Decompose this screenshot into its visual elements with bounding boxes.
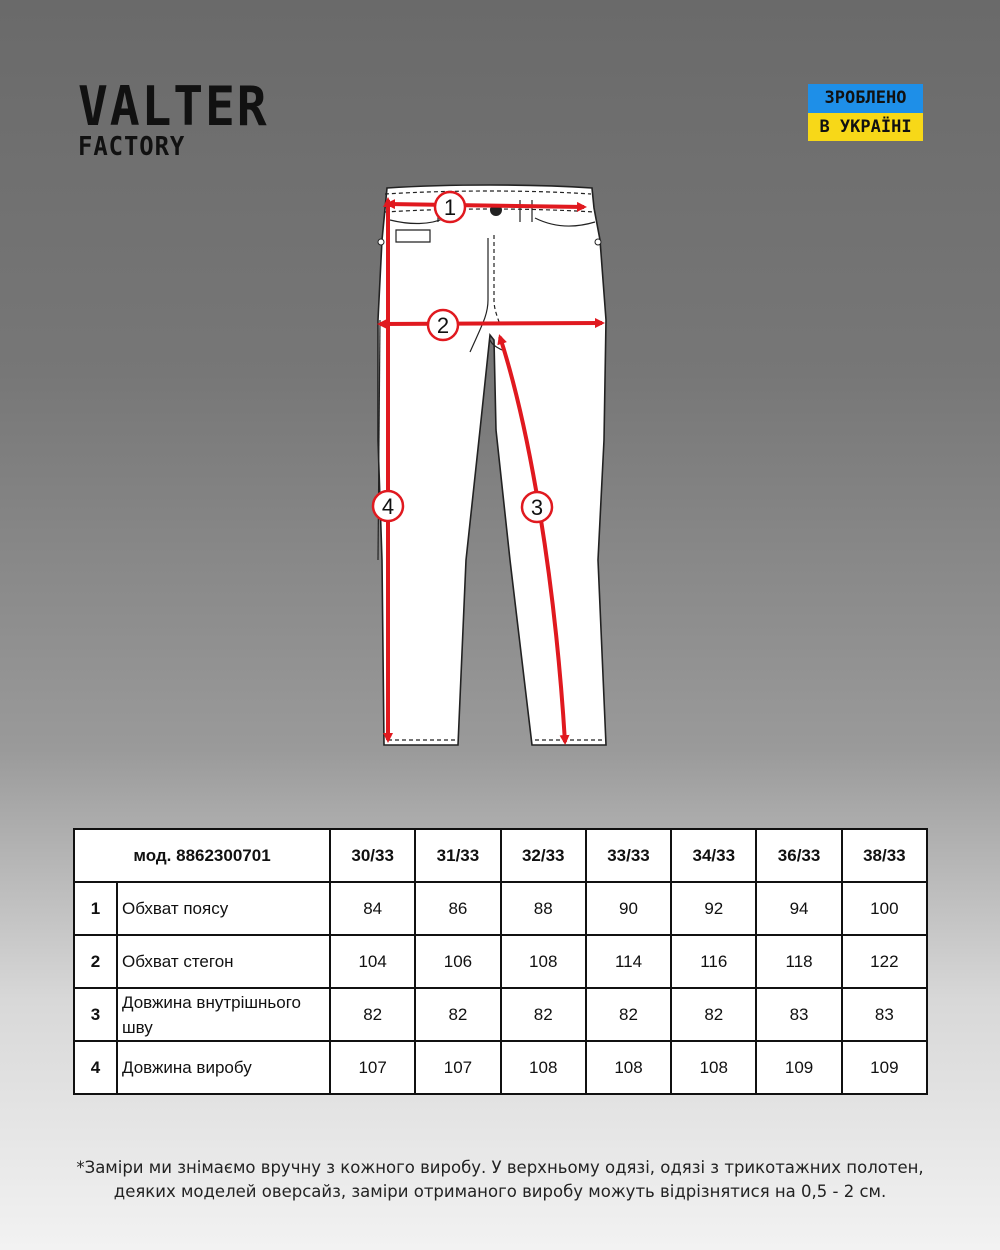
table-cell: 84: [330, 882, 415, 935]
footnote-line-2: деяких моделей оверсайз, заміри отриманого виробу можуть відрізнятися на 0,5 - 2 см.: [113, 1182, 887, 1201]
table-row: [74, 988, 927, 1041]
table-cell: 100: [842, 882, 927, 935]
table-cell: 108: [501, 935, 586, 988]
row-label: Обхват стегон: [117, 935, 330, 988]
svg-text:2: 2: [436, 313, 450, 338]
pants-outline: [378, 185, 606, 745]
table-cell: 116: [671, 935, 756, 988]
table-cell: 107: [330, 1041, 415, 1094]
size-header: 32/33: [501, 829, 586, 882]
table-header-row: [74, 829, 927, 882]
table-cell: 114: [586, 935, 671, 988]
table-cell: 107: [415, 1041, 500, 1094]
size-header: 33/33: [586, 829, 671, 882]
table-cell: 104: [330, 935, 415, 988]
made-in-ukraine-badge: [808, 84, 923, 141]
table-cell: 82: [671, 988, 756, 1041]
table-row: [74, 1041, 927, 1094]
marker-2: [428, 310, 458, 340]
size-header: 30/33: [330, 829, 415, 882]
row-label: Довжина внутрішнього шву: [117, 988, 330, 1041]
row-number: 1: [74, 882, 117, 935]
size-header: 36/33: [756, 829, 841, 882]
size-header: 38/33: [842, 829, 927, 882]
table-cell: 94: [756, 882, 841, 935]
model-label: мод. 8862300701: [74, 829, 330, 882]
table-cell: 83: [756, 988, 841, 1041]
table-cell: 88: [501, 882, 586, 935]
table-cell: 122: [842, 935, 927, 988]
row-number: 4: [74, 1041, 117, 1094]
table-cell: 108: [671, 1041, 756, 1094]
footnote-line-1: *Заміри ми знімаємо вручну з кожного виробу. У верхньому одязі, одязі з трикотажних полотен,: [76, 1158, 924, 1177]
size-header: 34/33: [671, 829, 756, 882]
svg-text:1: 1: [443, 195, 457, 220]
table-cell: 108: [501, 1041, 586, 1094]
svg-text:3: 3: [530, 495, 544, 520]
size-table: [73, 828, 928, 1085]
table-cell: 92: [671, 882, 756, 935]
row-label: Довжина виробу: [117, 1041, 330, 1094]
table-cell: 82: [330, 988, 415, 1041]
table-cell: 118: [756, 935, 841, 988]
marker-3: [522, 492, 552, 522]
brand-logo: [78, 75, 285, 162]
table-cell: 108: [586, 1041, 671, 1094]
table-cell: 86: [415, 882, 500, 935]
table-row: [74, 935, 927, 988]
row-label: Обхват поясу: [117, 882, 330, 935]
table-cell: 83: [842, 988, 927, 1041]
hip-arrow: [380, 323, 602, 324]
svg-text:4: 4: [381, 494, 395, 519]
pants-measurement-diagram: [360, 180, 620, 755]
table-cell: 82: [415, 988, 500, 1041]
table-cell: 82: [501, 988, 586, 1041]
size-header: 31/33: [415, 829, 500, 882]
logo-main-text: VALTER: [78, 75, 269, 138]
row-number: 3: [74, 988, 117, 1041]
marker-4: [373, 491, 403, 521]
row-number: 2: [74, 935, 117, 988]
table-cell: 109: [842, 1041, 927, 1094]
table-cell: 82: [586, 988, 671, 1041]
table-cell: 109: [756, 1041, 841, 1094]
table-row: [74, 882, 927, 935]
table-cell: 90: [586, 882, 671, 935]
badge-line-1: ЗРОБЛЕНО: [808, 84, 923, 113]
measurement-footnote: [60, 1156, 940, 1204]
marker-1: [435, 192, 465, 222]
badge-line-2: В УКРАЇНІ: [808, 113, 923, 142]
table-cell: 106: [415, 935, 500, 988]
logo-sub-text: FACTORY: [78, 132, 186, 162]
